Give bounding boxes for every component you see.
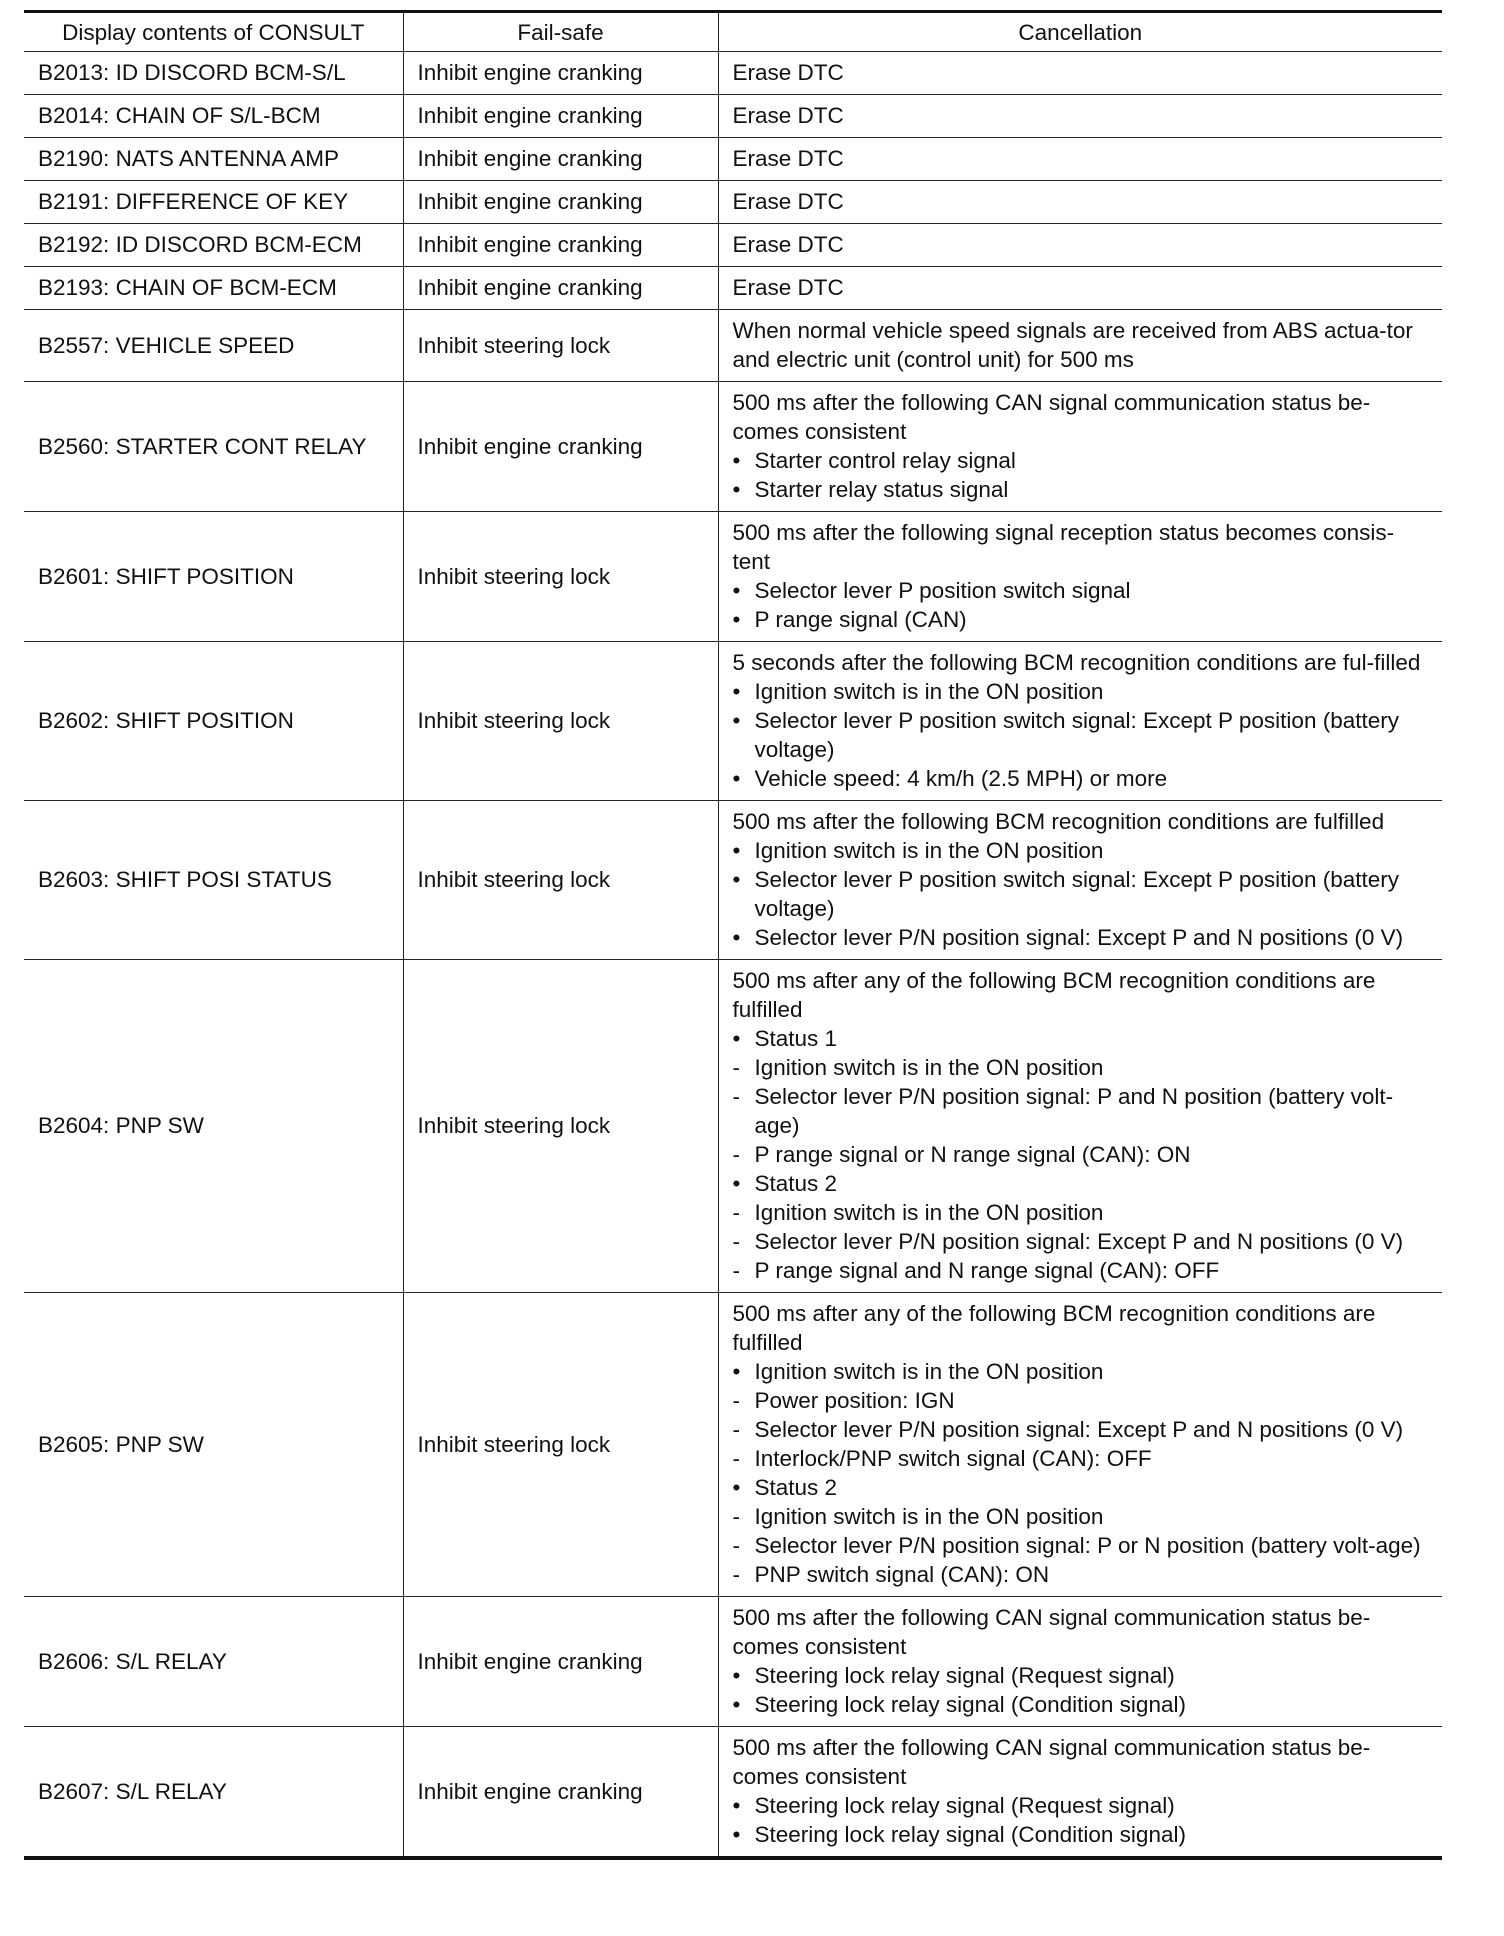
dash-marker: -	[732, 1084, 740, 1109]
list-item	[733, 1140, 1429, 1169]
cancellation-cell	[718, 267, 1442, 310]
condition-list	[733, 1357, 1429, 1589]
cancellation-cell	[718, 138, 1442, 181]
list-item	[733, 1444, 1429, 1473]
cancellation-cell	[718, 95, 1442, 138]
condition-list	[733, 446, 1429, 504]
dtc-code-cell: B2557: VEHICLE SPEED	[24, 310, 403, 382]
cancellation-text: 500 ms after the following CAN signal communication status be-comes consistent	[732, 1735, 1371, 1789]
condition-text: Ignition switch is in the ON position	[754, 679, 1104, 704]
table-row	[24, 642, 1442, 801]
list-item	[733, 1415, 1429, 1444]
dtc-code-cell: B2604: PNP SW	[24, 960, 403, 1293]
condition-text: Ignition switch is in the ON position	[754, 838, 1104, 863]
list-item	[733, 605, 1429, 634]
dash-marker: -	[732, 1055, 740, 1080]
list-item	[733, 1531, 1429, 1560]
dtc-code-cell: B2191: DIFFERENCE OF KEY	[24, 181, 403, 224]
list-item	[733, 1661, 1429, 1690]
cancellation-text: 500 ms after any of the following BCM recognition conditions are fulfilled	[732, 1301, 1376, 1355]
dash-marker: -	[732, 1533, 740, 1558]
table-row	[24, 181, 1442, 224]
list-item	[733, 1820, 1429, 1849]
fail-safe-cell: Inhibit engine cranking	[403, 181, 718, 224]
cancellation-cell	[718, 960, 1442, 1293]
dash-marker: -	[732, 1229, 740, 1254]
fail-safe-cell: Inhibit steering lock	[403, 310, 718, 382]
fail-safe-cell: Inhibit steering lock	[403, 801, 718, 960]
condition-text: Starter relay status signal	[754, 477, 1009, 502]
condition-text: Status 1	[754, 1026, 838, 1051]
condition-text: P range signal and N range signal (CAN): OFF	[754, 1258, 1220, 1283]
list-item	[733, 1502, 1429, 1531]
bullet-marker: •	[732, 867, 741, 892]
condition-text: Selector lever P position switch signal: Except P position (battery voltage)	[754, 708, 1399, 762]
bullet-marker: •	[732, 1359, 741, 1384]
fail-safe-cell: Inhibit engine cranking	[403, 1597, 718, 1727]
dtc-code-cell: B2014: CHAIN OF S/L-BCM	[24, 95, 403, 138]
list-item	[733, 1256, 1429, 1285]
table-row	[24, 52, 1442, 95]
cancellation-text: Erase DTC	[732, 232, 844, 257]
bullet-marker: •	[732, 838, 741, 863]
table-row	[24, 801, 1442, 960]
document-page	[24, 10, 1442, 1860]
dtc-code-cell: B2602: SHIFT POSITION	[24, 642, 403, 801]
list-item	[733, 1082, 1429, 1140]
cancellation-text: 500 ms after the following signal reception status becomes consis-tent	[732, 520, 1395, 574]
fail-safe-cell: Inhibit engine cranking	[403, 224, 718, 267]
fail-safe-cell: Inhibit engine cranking	[403, 95, 718, 138]
fail-safe-cell: Inhibit engine cranking	[403, 382, 718, 512]
fail-safe-cell: Inhibit steering lock	[403, 512, 718, 642]
condition-text: Selector lever P/N position signal: Except P and N positions (0 V)	[754, 1229, 1404, 1254]
list-item	[733, 1791, 1429, 1820]
condition-text: Steering lock relay signal (Request signal)	[754, 1663, 1175, 1688]
dash-marker: -	[732, 1417, 740, 1442]
cancellation-text: Erase DTC	[732, 103, 844, 128]
condition-text: Selector lever P/N position signal: P or N position (battery volt-age)	[754, 1533, 1421, 1558]
dash-marker: -	[732, 1142, 740, 1167]
cancellation-text: 500 ms after the following BCM recognition conditions are fulfilled	[732, 809, 1385, 834]
list-item	[733, 1473, 1429, 1502]
condition-text: P range signal (CAN)	[754, 607, 967, 632]
condition-text: Ignition switch is in the ON position	[754, 1504, 1104, 1529]
condition-text: Selector lever P position switch signal: Except P position (battery voltage)	[754, 867, 1399, 921]
table-row	[24, 382, 1442, 512]
list-item	[733, 677, 1429, 706]
condition-list	[733, 1791, 1429, 1849]
fail-safe-cell: Inhibit steering lock	[403, 960, 718, 1293]
cancellation-cell	[718, 52, 1442, 95]
table-row	[24, 1597, 1442, 1727]
failsafe-table	[24, 10, 1442, 1860]
bullet-marker: •	[732, 679, 741, 704]
bullet-marker: •	[732, 1822, 741, 1847]
cancellation-cell	[718, 1293, 1442, 1597]
dash-marker: -	[732, 1258, 740, 1283]
condition-text: Status 2	[754, 1475, 838, 1500]
cancellation-cell	[718, 224, 1442, 267]
dash-marker: -	[732, 1388, 740, 1413]
cancellation-cell	[718, 512, 1442, 642]
list-item	[733, 706, 1429, 764]
dtc-code-cell: B2190: NATS ANTENNA AMP	[24, 138, 403, 181]
condition-text: Steering lock relay signal (Request signal)	[754, 1793, 1175, 1818]
dtc-code-cell: B2192: ID DISCORD BCM-ECM	[24, 224, 403, 267]
condition-text: Selector lever P/N position signal: P and N position (battery volt-age)	[754, 1084, 1394, 1138]
table-row	[24, 512, 1442, 642]
condition-text: Vehicle speed: 4 km/h (2.5 MPH) or more	[754, 766, 1168, 791]
cancellation-text: Erase DTC	[732, 60, 844, 85]
condition-text: Interlock/PNP switch signal (CAN): OFF	[754, 1446, 1152, 1471]
dash-marker: -	[732, 1200, 740, 1225]
condition-list	[733, 1024, 1429, 1285]
cancellation-text: 500 ms after the following CAN signal communication status be-comes consistent	[732, 1605, 1371, 1659]
condition-list	[733, 1661, 1429, 1719]
dtc-code-cell: B2607: S/L RELAY	[24, 1727, 403, 1859]
condition-list	[733, 836, 1429, 952]
dtc-code-cell: B2601: SHIFT POSITION	[24, 512, 403, 642]
list-item	[733, 865, 1429, 923]
fail-safe-cell: Inhibit engine cranking	[403, 267, 718, 310]
bullet-marker: •	[732, 766, 741, 791]
condition-text: Ignition switch is in the ON position	[754, 1200, 1104, 1225]
cancellation-cell	[718, 1727, 1442, 1859]
cancellation-text: 500 ms after any of the following BCM recognition conditions are fulfilled	[732, 968, 1376, 1022]
condition-text: Ignition switch is in the ON position	[754, 1055, 1104, 1080]
table-row	[24, 267, 1442, 310]
dtc-code-cell: B2013: ID DISCORD BCM-S/L	[24, 52, 403, 95]
bullet-marker: •	[732, 1026, 741, 1051]
cancellation-cell	[718, 642, 1442, 801]
bullet-marker: •	[732, 1171, 741, 1196]
dash-marker: -	[732, 1446, 740, 1471]
condition-list	[733, 576, 1429, 634]
dtc-code-cell: B2605: PNP SW	[24, 1293, 403, 1597]
list-item	[733, 1690, 1429, 1719]
list-item	[733, 1024, 1429, 1053]
list-item	[733, 1357, 1429, 1386]
cancellation-text: Erase DTC	[732, 275, 844, 300]
list-item	[733, 1053, 1429, 1082]
condition-text: Steering lock relay signal (Condition signal)	[754, 1822, 1186, 1847]
cancellation-text: When normal vehicle speed signals are received from ABS actua-tor and electric unit (control unit) for 500 ms	[732, 318, 1413, 372]
fail-safe-cell: Inhibit engine cranking	[403, 138, 718, 181]
list-item	[733, 446, 1429, 475]
header-row	[24, 12, 1442, 52]
dash-marker: -	[732, 1562, 740, 1587]
table-row	[24, 960, 1442, 1293]
cancellation-cell	[718, 801, 1442, 960]
fail-safe-cell: Inhibit steering lock	[403, 642, 718, 801]
list-item	[733, 1169, 1429, 1198]
dtc-code-cell: B2560: STARTER CONT RELAY	[24, 382, 403, 512]
dtc-code-cell: B2606: S/L RELAY	[24, 1597, 403, 1727]
table-row	[24, 224, 1442, 267]
fail-safe-cell: Inhibit engine cranking	[403, 1727, 718, 1859]
cancellation-text: 500 ms after the following CAN signal communication status be-comes consistent	[732, 390, 1371, 444]
cancellation-text: Erase DTC	[732, 189, 844, 214]
table-row	[24, 95, 1442, 138]
condition-text: PNP switch signal (CAN): ON	[754, 1562, 1050, 1587]
condition-text: Selector lever P/N position signal: Except P and N positions (0 V)	[754, 925, 1404, 950]
list-item	[733, 764, 1429, 793]
table-row	[24, 310, 1442, 382]
cancellation-cell	[718, 382, 1442, 512]
list-item	[733, 1386, 1429, 1415]
cancellation-cell	[718, 1597, 1442, 1727]
list-item	[733, 1227, 1429, 1256]
condition-text: Power position: IGN	[754, 1388, 955, 1413]
condition-text: Selector lever P/N position signal: Except P and N positions (0 V)	[754, 1417, 1404, 1442]
fail-safe-cell: Inhibit engine cranking	[403, 52, 718, 95]
bullet-marker: •	[732, 578, 741, 603]
condition-text: P range signal or N range signal (CAN): ON	[754, 1142, 1191, 1167]
condition-text: Starter control relay signal	[754, 448, 1016, 473]
dash-marker: -	[732, 1504, 740, 1529]
cancellation-text: Erase DTC	[732, 146, 844, 171]
dtc-code-cell: B2193: CHAIN OF BCM-ECM	[24, 267, 403, 310]
table-row	[24, 138, 1442, 181]
list-item	[733, 923, 1429, 952]
table-row	[24, 1727, 1442, 1859]
condition-text: Status 2	[754, 1171, 838, 1196]
bullet-marker: •	[732, 448, 741, 473]
header-fail-safe: Fail-safe	[403, 12, 718, 52]
list-item	[733, 836, 1429, 865]
fail-safe-cell: Inhibit steering lock	[403, 1293, 718, 1597]
bullet-marker: •	[732, 1692, 741, 1717]
list-item	[733, 475, 1429, 504]
condition-text: Selector lever P position switch signal	[754, 578, 1131, 603]
list-item	[733, 1198, 1429, 1227]
bullet-marker: •	[732, 607, 741, 632]
condition-text: Steering lock relay signal (Condition signal)	[754, 1692, 1186, 1717]
list-item	[733, 1560, 1429, 1589]
condition-list	[733, 677, 1429, 793]
header-cancellation: Cancellation	[718, 12, 1442, 52]
bullet-marker: •	[732, 477, 741, 502]
table-row	[24, 1293, 1442, 1597]
bullet-marker: •	[732, 1663, 741, 1688]
bullet-marker: •	[732, 925, 741, 950]
cancellation-cell	[718, 181, 1442, 224]
table-body	[24, 52, 1442, 1859]
cancellation-text: 5 seconds after the following BCM recognition conditions are ful-filled	[732, 650, 1421, 675]
bullet-marker: •	[732, 708, 741, 733]
list-item	[733, 576, 1429, 605]
cancellation-cell	[718, 310, 1442, 382]
condition-text: Ignition switch is in the ON position	[754, 1359, 1104, 1384]
dtc-code-cell: B2603: SHIFT POSI STATUS	[24, 801, 403, 960]
bullet-marker: •	[732, 1475, 741, 1500]
header-display-contents: Display contents of CONSULT	[24, 12, 403, 52]
bullet-marker: •	[732, 1793, 741, 1818]
